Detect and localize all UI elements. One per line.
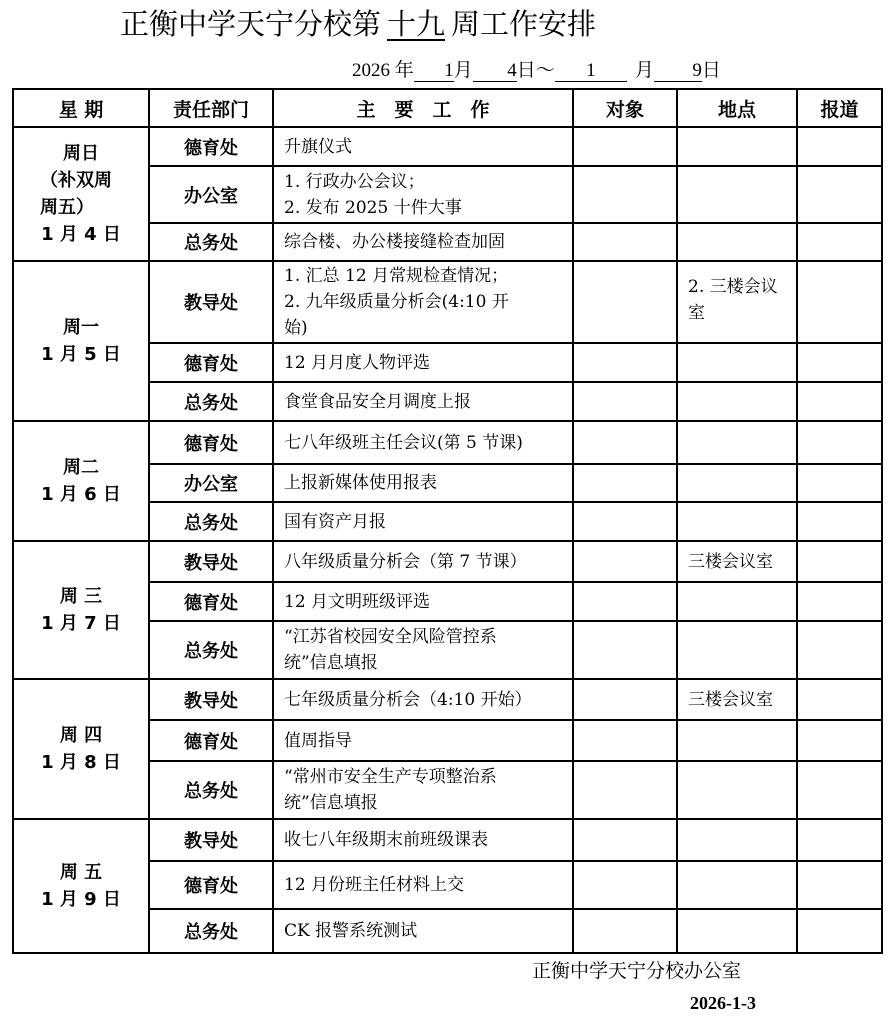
place-cell (677, 909, 797, 953)
title-suffix: 周工作安排 (451, 7, 597, 41)
report-cell (797, 166, 882, 223)
work-line: 12 月文明班级评选 (284, 591, 431, 612)
work-line: 升旗仪式 (284, 136, 352, 157)
date-range (352, 58, 721, 84)
header-report: 报道 (797, 89, 882, 127)
place-cell (677, 582, 797, 621)
work-cell (273, 861, 573, 909)
header-department: 责任部门 (149, 89, 273, 127)
weekday-line: 1 月 6 日 (41, 484, 121, 505)
place-cell (677, 819, 797, 861)
department-cell: 德育处 (149, 127, 273, 166)
weekday-line: 1 月 8 日 (41, 752, 121, 773)
work-cell (273, 582, 573, 621)
work-line: 八年级质量分析会（第 7 节课） (284, 551, 527, 572)
work-cell (273, 464, 573, 502)
department-cell: 教导处 (149, 819, 273, 861)
table-row (13, 819, 882, 861)
report-cell (797, 502, 882, 541)
target-cell (573, 541, 677, 582)
header-target: 对象 (573, 89, 677, 127)
weekday-line: （补双周 (40, 170, 112, 191)
work-cell (273, 502, 573, 541)
place-cell: 三楼会议室 (677, 679, 797, 720)
target-cell (573, 679, 677, 720)
title-prefix: 正衡中学天宁分校第 (120, 7, 382, 41)
work-line: “江苏省校园安全风险管控系 (284, 627, 497, 647)
work-line: 综合楼、办公楼接缝检查加固 (284, 232, 505, 252)
header-weekday: 星 期 (13, 89, 149, 127)
department-cell: 办公室 (149, 166, 273, 223)
table-row (13, 261, 882, 343)
work-line: 收七八年级期末前班级课表 (284, 830, 488, 850)
work-cell (273, 166, 573, 223)
department-cell: 德育处 (149, 720, 273, 761)
schedule-table (12, 88, 883, 954)
place-cell (677, 861, 797, 909)
place-cell (677, 621, 797, 679)
report-cell (797, 382, 882, 421)
department-cell: 教导处 (149, 679, 273, 720)
place-cell (677, 127, 797, 166)
weekday-cell (13, 679, 149, 819)
weekday-cell (13, 261, 149, 421)
place-cell (677, 464, 797, 502)
title-week-number: 十九 (387, 7, 446, 41)
department-cell: 德育处 (149, 861, 273, 909)
header-place: 地点 (677, 89, 797, 127)
weekday-line: 周 三 (59, 586, 103, 607)
report-cell (797, 819, 882, 861)
work-line: 1. 行政办公会议； (284, 171, 425, 192)
report-cell (797, 127, 882, 166)
weekday-line: 1 月 4 日 (41, 224, 121, 245)
work-line: 七八年级班主任会议(第 5 节课) (284, 432, 523, 453)
weekday-cell (13, 819, 149, 953)
department-cell: 总务处 (149, 502, 273, 541)
weekday-line: 周日 (63, 143, 99, 164)
department-cell: 总务处 (149, 223, 273, 261)
place-cell (677, 421, 797, 464)
target-cell (573, 464, 677, 502)
work-line: 2. 发布 2025 十件大事 (284, 197, 462, 218)
weekday-cell (13, 127, 149, 261)
work-line: 统”信息填报 (284, 653, 378, 673)
work-line: 12 月月度人物评选 (284, 352, 431, 373)
place-cell (677, 382, 797, 421)
year-value: 2026 (352, 60, 390, 81)
table-row (13, 679, 882, 720)
department-cell: 总务处 (149, 909, 273, 953)
report-cell (797, 464, 882, 502)
work-cell (273, 909, 573, 953)
department-cell: 教导处 (149, 261, 273, 343)
place-cell (677, 502, 797, 541)
place-cell (677, 223, 797, 261)
report-cell (797, 421, 882, 464)
day-label: 日 (701, 60, 721, 81)
work-line: CK 报警系统测试 (284, 921, 418, 941)
target-cell (573, 382, 677, 421)
target-cell (573, 343, 677, 382)
day-label: 日 (516, 60, 536, 81)
work-cell (273, 679, 573, 720)
weekday-line: 1 月 9 日 (41, 889, 121, 910)
range-tilde: ～ (535, 60, 555, 81)
weekday-line: 1 月 5 日 (41, 344, 121, 365)
weekday-line: 周 五 (59, 862, 103, 883)
department-cell: 总务处 (149, 382, 273, 421)
work-line: 食堂食品安全月调度上报 (284, 391, 471, 412)
target-cell (573, 761, 677, 819)
work-line: 国有资产月报 (284, 511, 386, 532)
target-cell (573, 223, 677, 261)
target-cell (573, 127, 677, 166)
department-cell: 德育处 (149, 343, 273, 382)
work-line: 七年级质量分析会（4:10 开始） (284, 689, 532, 710)
work-cell (273, 382, 573, 421)
month-label: 月 (634, 60, 654, 81)
target-cell (573, 909, 677, 953)
work-line: 12 月份班主任材料上交 (284, 875, 465, 895)
weekday-cell (13, 541, 149, 679)
end-month-value: 1 (555, 61, 627, 82)
work-cell (273, 421, 573, 464)
report-cell (797, 720, 882, 761)
work-cell (273, 819, 573, 861)
table-row (13, 127, 882, 166)
footer-date: 2026-1-3 (690, 993, 756, 1013)
target-cell (573, 720, 677, 761)
place-cell (677, 720, 797, 761)
target-cell (573, 502, 677, 541)
place-cell: 三楼会议室 (677, 541, 797, 582)
department-cell: 德育处 (149, 582, 273, 621)
work-cell (273, 127, 573, 166)
report-cell (797, 621, 882, 679)
table-row (13, 421, 882, 464)
table-row (13, 541, 882, 582)
header-main-work: 主 要 工 作 (273, 89, 573, 127)
report-cell (797, 541, 882, 582)
work-line: 统”信息填报 (284, 793, 378, 813)
department-cell: 总务处 (149, 621, 273, 679)
work-line: “常州市安全生产专项整治系 (284, 767, 497, 787)
work-cell (273, 261, 573, 343)
report-cell (797, 761, 882, 819)
work-cell (273, 720, 573, 761)
place-cell (677, 761, 797, 819)
report-cell (797, 679, 882, 720)
work-line: 值周指导 (284, 730, 352, 751)
work-cell (273, 223, 573, 261)
target-cell (573, 421, 677, 464)
start-month-value: 1 (414, 61, 454, 82)
work-cell (273, 541, 573, 582)
year-label: 年 (394, 60, 414, 81)
place-cell: 2. 三楼会议室 (677, 261, 797, 343)
report-cell (797, 909, 882, 953)
target-cell (573, 861, 677, 909)
department-cell: 德育处 (149, 421, 273, 464)
month-label: 月 (453, 60, 473, 81)
report-cell (797, 582, 882, 621)
report-cell (797, 861, 882, 909)
target-cell (573, 261, 677, 343)
end-day-value: 9 (654, 61, 702, 82)
target-cell (573, 166, 677, 223)
place-cell (677, 166, 797, 223)
department-cell: 办公室 (149, 464, 273, 502)
weekday-line: 周五） (40, 197, 94, 218)
report-cell (797, 343, 882, 382)
work-cell (273, 621, 573, 679)
work-cell (273, 761, 573, 819)
department-cell: 总务处 (149, 761, 273, 819)
target-cell (573, 582, 677, 621)
department-cell: 教导处 (149, 541, 273, 582)
document-title (0, 4, 892, 44)
weekday-line: 周二 (63, 457, 99, 478)
weekday-line: 周 四 (59, 725, 103, 746)
report-cell (797, 223, 882, 261)
work-line: 上报新媒体使用报表 (284, 473, 437, 493)
target-cell (573, 621, 677, 679)
place-cell (677, 343, 797, 382)
target-cell (573, 819, 677, 861)
work-line: 2. 九年级质量分析会(4:10 开 (284, 292, 509, 312)
table-header-row (13, 89, 882, 127)
report-cell (797, 261, 882, 343)
weekday-line: 1 月 7 日 (41, 613, 121, 634)
start-day-value: 4 (473, 61, 517, 82)
weekday-cell (13, 421, 149, 541)
work-line: 1. 汇总 12 月常规检查情况； (284, 266, 509, 286)
footer-organization: 正衡中学天宁分校办公室 (532, 960, 742, 982)
work-line: 始) (284, 318, 308, 338)
work-cell (273, 343, 573, 382)
weekday-line: 周一 (63, 317, 99, 338)
